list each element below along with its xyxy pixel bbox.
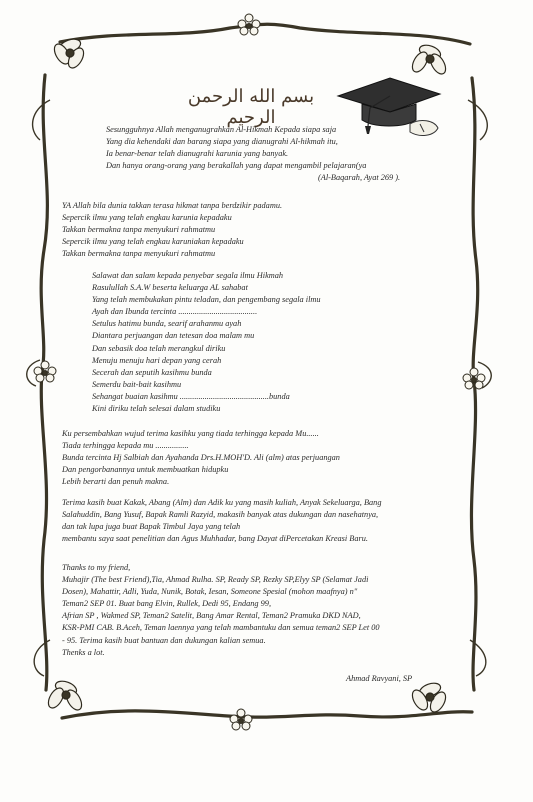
poem-line: Rasulullah S.A.W beserta keluarga AL sahabat [92,283,248,293]
dedication-line: Ku persembahkan wujud terima kasihku yang tiada terhingga kepada Mu...... [62,429,319,438]
poem-line: Kini diriku telah selesai dalam studiku [92,404,221,414]
friends-block [62,562,380,659]
star-flower-icon-left [34,361,56,382]
flower-icon-bottom-right [409,681,448,715]
verse-line: Dan hanya orang-orang yang berakallah yang dapat mengambil pelajaran(ya [106,161,367,171]
poem-block [92,270,321,415]
prayer-block [62,200,282,260]
verse-line: Yang dia kehendaki dan barang siapa yang dianugrahi Al-hikmah itu, [106,137,338,147]
poem-line: Yang telah membukakan pintu teladan, dan pengembang segala ilmu [92,295,321,305]
dedication-line: Tiada terhingga kepada mu ................ [62,441,189,451]
friends-line: Dosen), Mahattir, Adli, Yuda, Nunik, Botak, Iesan, Someone Spesial (mohon maafnya) n" [62,587,358,597]
poem-line: Dan sebasik doa telah merangkul diriku [92,343,226,353]
verse-line: Ia benar-benar telah dianugrahi karunia yang banyak. [106,149,289,159]
verse-line: Sesungguhnya Allah menganugrahkan Al-Hikmah Kepada siapa saja [106,125,337,134]
verse-block [106,124,400,184]
thanks-line: dan tak lupa juga buat Bapak Timbul Jaya yang telah [62,522,241,532]
poem-line: Diantara perjuangan dan tetesan doa malam mu [92,331,255,341]
verse-citation: (Al-Baqarah, Ayat 269 ). [318,173,401,183]
bismillah-calligraphy: بسم الله الرحمن الرحيم [187,86,315,128]
poem-line: Ayah dan Ibunda tercinta ...................................... [92,307,258,317]
thanks-line: Terima kasih buat Kakak, Abang (Alm) dan Adik ku yang masih kuliah, Anyak Sekeluarga, Bang [62,498,382,507]
star-flower-icon-bottom [230,709,252,730]
dedication-line: Lebih berarti dan penuh makna. [62,477,170,487]
thanks-line: membantu saya saat penelitian dan Agus Muhhadar, bang Dayat diPercetakan Kreasi Baru. [62,534,368,544]
flower-icon-bottom-left [45,679,84,713]
poem-line: Secerah dan seputih kasihmu bunda [92,367,212,377]
friends-line: Muhajir (The best Friend),Tia, Ahmad Rulha. SP, Ready SP, Rezky SP,Elyy SP (Selamat Jadi [62,575,369,585]
poem-line: Salawat dan salam kepada penyebar segala ilmu Hikmah [92,271,284,280]
friends-line: - 95. Terima kasih buat bantuan dan dukungan kalian semua. [62,635,266,645]
friends-line: Afrian SP , Wakmed SP, Teman2 Satelit, Bang Amar Rental, Teman2 Pramuka DKD NAD, [62,611,361,621]
thanks-line: Salahuddin, Bang Yusuf, Bapak Ramli Razyid, makasih banyak atas dukungan dan nasehatnya, [62,510,379,520]
star-flower-icon-top [238,14,260,35]
prayer-line: Takkan bermakna tanpa menyukuri rahmatmu [62,225,216,235]
poem-line: Setulus hatimu bunda, searif arahanmu ayah [92,319,242,329]
friends-line: Thanks to my friend, [62,563,131,572]
prayer-line: YA Allah bila dunia takkan terasa hikmat tanpa berdzikir padamu. [62,201,283,210]
signature: Ahmad Ravyani, SP [346,674,413,683]
flower-icon-top-left [51,37,86,71]
poem-line: Semerdu bait-bait kasihmu [92,379,182,389]
prayer-line: Sepercik ilmu yang telah engkau karuniakan kepadaku [62,237,244,247]
poem-line: Sehangat buaian kasihmu ...........................................bunda [92,391,290,401]
dedication-line: Dan pengorbanannya untuk membuatkan hidupku [62,465,229,475]
dedication-block [62,428,340,488]
friends-line: KSR-PMI CAB. B.Aceh, Teman laennya yang telah mambantuku dan semua teman2 SEP Let 00 [62,623,380,633]
friends-line: Teman2 SEP 01. Buat bang Elvin, Rullek, Dedi 95, Endang 99, [62,599,272,609]
prayer-line: Takkan bermakna tanpa menyukuri rahmatmu [62,249,216,259]
flower-icon-top-right [409,43,448,77]
dedication-line: Bunda tercinta Hj Salbiah dan Ayahanda Drs.H.MOH'D. Ali (alm) atas perjuangan [62,453,340,463]
friends-line: Thenks a lot. [62,647,105,657]
prayer-line: Sepercik ilmu yang telah engkau karunia kepadaku [62,213,232,223]
thanks-block [62,497,381,545]
poem-line: Menuju menuju hari depan yang cerah [92,355,222,365]
